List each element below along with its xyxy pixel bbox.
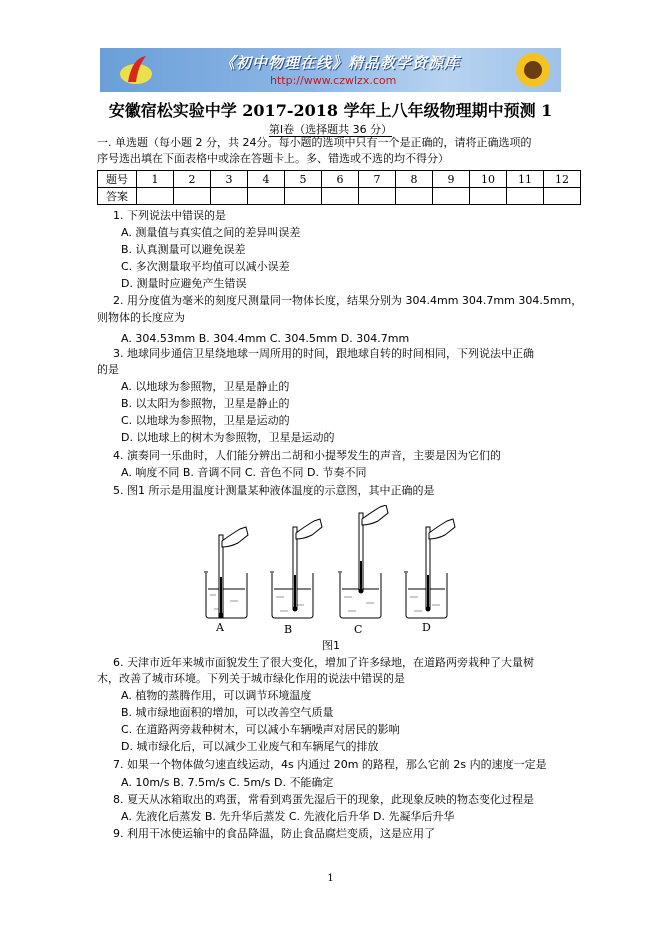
instruction-line: 一. 单选题（每小题 2 分，共 24分。每小题的选项中只有一个是正确的，请将正确选项的 xyxy=(97,136,532,149)
answer-cell[interactable] xyxy=(470,188,507,205)
answer-cell[interactable] xyxy=(359,188,396,205)
option-line: D. 城市绿化后，可以减少工业废气和车辆尾气的排放 xyxy=(121,740,379,753)
option-line: A. 以地球为参照物，卫星是静止的 xyxy=(121,380,290,393)
answer-cell[interactable] xyxy=(544,188,581,205)
question-stem: 8. 夏天从冰箱取出的鸡蛋，常看到鸡蛋先湿后干的现象，此现象反映的物态变化过程是 xyxy=(113,793,534,806)
thermometer-figure xyxy=(200,505,460,655)
figure-caption: 图1 xyxy=(322,639,340,652)
row-label: 题号 xyxy=(98,171,137,188)
header-banner xyxy=(100,48,561,92)
table-cell: 3 xyxy=(211,171,248,188)
option-line: A. 响度不同 B. 音调不同 C. 音色不同 D. 节奏不同 xyxy=(121,466,367,479)
section-subtitle: 第Ⅰ卷（选择题共 36 分） xyxy=(268,123,393,136)
table-row xyxy=(98,188,581,205)
banner-url: http://www.czwlzx.com xyxy=(270,74,397,87)
instruction-line: 序号选出填在下面表格中或涂在答题卡上。多、错选或不选的均不得分） xyxy=(97,152,449,165)
sunflower-icon xyxy=(513,50,553,90)
banner-title: 《初中物理在线》精品教学资源库 xyxy=(220,54,461,72)
option-line: A. 植物的蒸腾作用，可以调节环境温度 xyxy=(121,689,312,702)
question-stem: 的是 xyxy=(97,363,119,376)
option-line: A. 测量值与真实值之间的差异叫误差 xyxy=(121,226,301,239)
table-cell: 7 xyxy=(359,171,396,188)
option-line: A. 304.53mm B. 304.4mm C. 304.5mm D. 304.7mm xyxy=(121,332,410,345)
page-title: 安徽宿松实验中学 2017-2018 学年上八年级物理期中预测 1 xyxy=(108,101,553,120)
figure-label-b: B xyxy=(284,623,293,636)
question-stem: 4. 演奏同一乐曲时，人们能分辨出二胡和小提琴发生的声音，主要是因为它们的 xyxy=(113,449,501,462)
answer-table xyxy=(97,170,581,205)
table-cell: 5 xyxy=(285,171,322,188)
answer-cell[interactable] xyxy=(433,188,470,205)
question-stem: 1. 下列说法中错误的是 xyxy=(113,209,226,222)
option-line: D. 测量时应避免产生错误 xyxy=(121,277,247,290)
table-cell: 11 xyxy=(507,171,544,188)
row-label: 答案 xyxy=(98,188,137,205)
answer-cell[interactable] xyxy=(174,188,211,205)
table-cell: 4 xyxy=(248,171,285,188)
option-line: A. 10m/s B. 7.5m/s C. 5m/s D. 不能确定 xyxy=(121,776,334,789)
answer-cell[interactable] xyxy=(211,188,248,205)
option-line: B. 城市绿地面积的增加，可以改善空气质量 xyxy=(121,706,334,719)
question-stem: 3. 地球同步通信卫星绕地球一周所用的时间，跟地球自转的时间相同，下列说法中正确 xyxy=(113,347,534,360)
table-cell: 12 xyxy=(544,171,581,188)
table-cell: 8 xyxy=(396,171,433,188)
table-cell: 2 xyxy=(174,171,211,188)
option-line: C. 多次测量取平均值可以减小误差 xyxy=(121,260,290,273)
question-stem: 木，改善了城市环境。下列关于城市绿化作用的说法中错误的是 xyxy=(97,672,405,685)
answer-cell[interactable] xyxy=(137,188,174,205)
answer-cell[interactable] xyxy=(507,188,544,205)
answer-cell[interactable] xyxy=(396,188,433,205)
question-stem: 2. 用分度值为毫米的刻度尺测量同一物体长度，结果分别为 304.4mm 304.7mm 304.5mm， xyxy=(113,294,583,307)
figure-label-c: C xyxy=(354,623,363,636)
page-number: 1 xyxy=(327,873,334,884)
table-row xyxy=(98,171,581,188)
option-line: C. 以地球为参照物，卫星是运动的 xyxy=(121,414,290,427)
question-stem: 则物体的长度应为 xyxy=(97,311,185,324)
figure-label-a: A xyxy=(216,621,224,634)
question-stem: 6. 天津市近年来城市面貌发生了很大变化，增加了许多绿地，在道路两旁栽种了大量树 xyxy=(113,656,534,669)
table-cell: 6 xyxy=(322,171,359,188)
figure-label-d: D xyxy=(422,621,431,634)
question-stem: 5. 图1 所示是用温度计测量某种液体温度的示意图，其中正确的是 xyxy=(113,484,435,497)
answer-cell[interactable] xyxy=(248,188,285,205)
question-stem: 9. 利用干冰使运输中的食品降温，防止食品腐烂变质，这是应用了 xyxy=(113,827,435,840)
table-cell: 1 xyxy=(137,171,174,188)
option-line: D. 以地球上的树木为参照物，卫星是运动的 xyxy=(121,431,335,444)
site-logo-icon xyxy=(118,52,154,88)
table-cell: 9 xyxy=(433,171,470,188)
option-line: B. 认真测量可以避免误差 xyxy=(121,243,246,256)
answer-cell[interactable] xyxy=(285,188,322,205)
option-line: C. 在道路两旁栽种树木，可以减小车辆噪声对居民的影响 xyxy=(121,723,400,736)
table-cell: 10 xyxy=(470,171,507,188)
option-line: A. 先液化后蒸发 B. 先升华后蒸发 C. 先液化后升华 D. 先凝华后升华 xyxy=(121,810,455,823)
answer-cell[interactable] xyxy=(322,188,359,205)
question-stem: 7. 如果一个物体做匀速直线运动，4s 内通过 20m 的路程，那么它前 2s 内的速度一定是 xyxy=(113,758,547,771)
option-line: B. 以太阳为参照物，卫星是静止的 xyxy=(121,397,290,410)
